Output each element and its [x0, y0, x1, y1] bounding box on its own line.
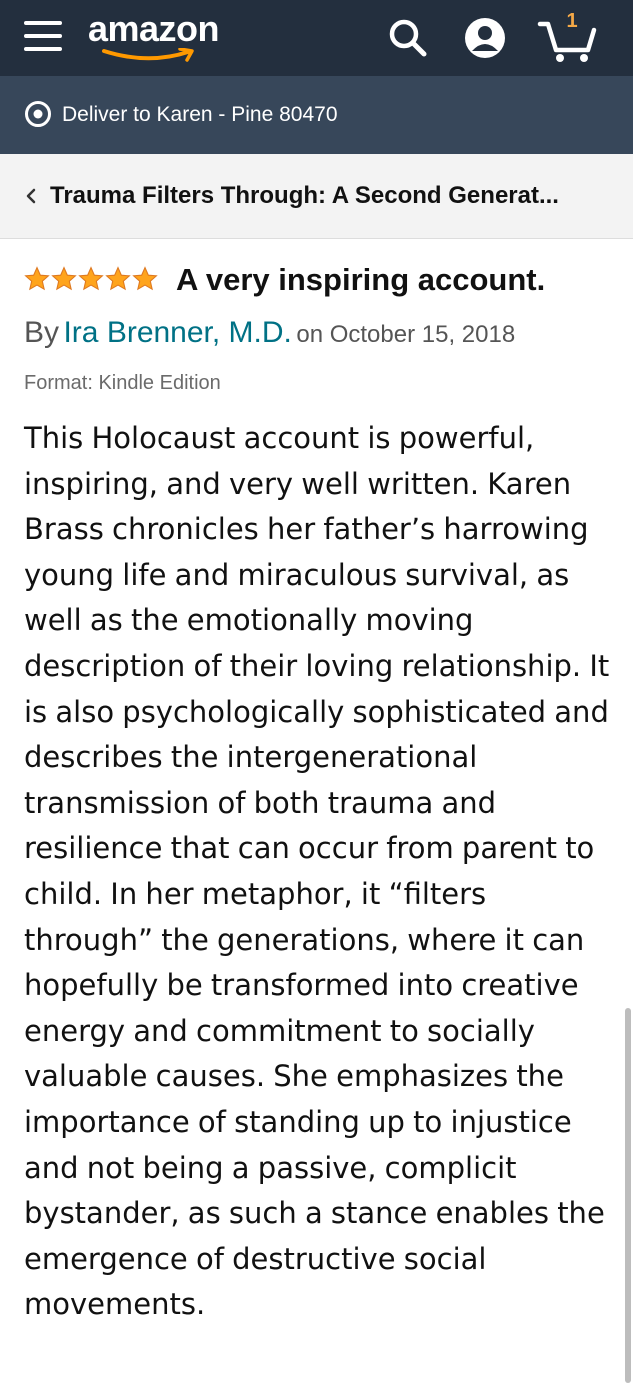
search-icon[interactable]	[382, 12, 434, 64]
product-title: Trauma Filters Through: A Second Generat...	[50, 182, 559, 209]
cart-count-badge: 1	[566, 10, 578, 32]
back-to-product-link[interactable]	[0, 154, 633, 239]
scrollbar[interactable]	[625, 1008, 631, 1383]
review-format: Format: Kindle Edition	[24, 372, 221, 394]
logo-smile-icon	[102, 48, 198, 64]
review-byline	[24, 316, 515, 350]
deliver-to-text: Deliver to Karen - Pine 80470	[62, 103, 338, 126]
account-icon[interactable]	[459, 12, 511, 64]
star-icon	[132, 266, 158, 292]
location-pin-icon	[24, 100, 52, 130]
review-date: on October 15, 2018	[296, 321, 516, 348]
star-icon	[51, 266, 77, 292]
star-icon	[24, 266, 50, 292]
chevron-left-icon	[24, 186, 38, 206]
star-icon	[78, 266, 104, 292]
author-link[interactable]: Ira Brenner, M.D.	[63, 316, 292, 349]
deliver-to-bar[interactable]	[0, 76, 633, 154]
logo-text: amazon	[88, 8, 220, 49]
review-title: A very inspiring account.	[176, 262, 546, 297]
review-body: This Holocaust account is powerful, inspiring, and very well written. Karen Brass chronicles her father’s harrowing young life and miraculous survival, as well as the emotionally moving description of their loving relationship. It is also psychologically sophisticated and describes the intergenerational transmission of both trauma and resilience that can occur from parent to child. In her metaphor, it “filters through” the generations, where it can hopefully be transformed into creative energy and commitment to socially valuable causes. She emphasizes the importance of standing up to injustice and not being a passive, complicit bystander, as such a stance enables the emergence of destructive social movements.	[24, 421, 610, 1322]
star-icon	[105, 266, 131, 292]
star-rating	[24, 266, 159, 292]
menu-icon[interactable]	[24, 19, 62, 53]
top-nav-bar	[0, 0, 633, 76]
amazon-logo[interactable]	[88, 8, 238, 64]
by-label: By	[24, 316, 60, 349]
